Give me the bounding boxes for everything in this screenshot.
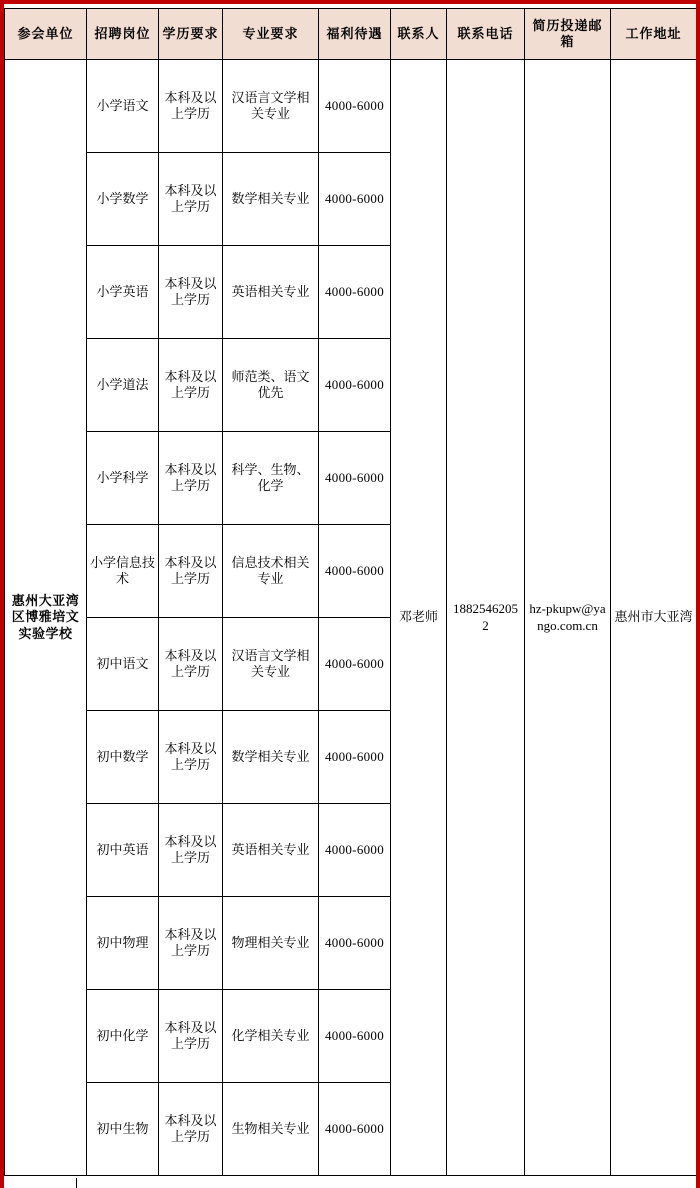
- cell-post: 初中数学: [87, 711, 159, 804]
- cell-education: 本科及以上学历: [159, 525, 223, 618]
- cell-major: 汉语言文学相关专业: [223, 618, 319, 711]
- cell-post: 初中物理: [87, 897, 159, 990]
- cell-salary: 4000-6000: [319, 1083, 391, 1176]
- cell-post: 小学数学: [87, 153, 159, 246]
- cell-salary: 4000-6000: [319, 618, 391, 711]
- cell-post: 小学道法: [87, 339, 159, 432]
- cell-salary: 4000-6000: [319, 153, 391, 246]
- cell-salary: 4000-6000: [319, 60, 391, 153]
- cell-contact: 邓老师: [391, 60, 447, 1176]
- cell-major: 数学相关专业: [223, 711, 319, 804]
- table-body: [5, 60, 697, 1176]
- cell-education: 本科及以上学历: [159, 339, 223, 432]
- column-header-phone: 联系电话: [447, 9, 525, 60]
- cell-education: 本科及以上学历: [159, 246, 223, 339]
- cell-education: 本科及以上学历: [159, 432, 223, 525]
- cell-salary: 4000-6000: [319, 525, 391, 618]
- cell-major: 科学、生物、化学: [223, 432, 319, 525]
- cell-education: 本科及以上学历: [159, 1083, 223, 1176]
- cell-salary: 4000-6000: [319, 339, 391, 432]
- cell-address: 惠州市大亚湾: [611, 60, 697, 1176]
- cell-post: 小学信息技术: [87, 525, 159, 618]
- page-bottom-tick: [76, 1178, 77, 1188]
- cell-major: 数学相关专业: [223, 153, 319, 246]
- page-top-red-rule: [0, 0, 700, 4]
- cell-major: 汉语言文学相关专业: [223, 60, 319, 153]
- cell-education: 本科及以上学历: [159, 897, 223, 990]
- cell-education: 本科及以上学历: [159, 618, 223, 711]
- cell-post: 初中语文: [87, 618, 159, 711]
- cell-education: 本科及以上学历: [159, 153, 223, 246]
- column-header-education: 学历要求: [159, 9, 223, 60]
- table-row: [5, 60, 697, 153]
- cell-salary: 4000-6000: [319, 804, 391, 897]
- cell-major: 信息技术相关专业: [223, 525, 319, 618]
- cell-unit: 惠州大亚湾区博雅培文实验学校: [5, 60, 87, 1176]
- page-left-red-rule: [0, 0, 4, 1188]
- column-header-major: 专业要求: [223, 9, 319, 60]
- cell-education: 本科及以上学历: [159, 711, 223, 804]
- cell-salary: 4000-6000: [319, 711, 391, 804]
- cell-post: 小学英语: [87, 246, 159, 339]
- cell-post: 初中化学: [87, 990, 159, 1083]
- cell-salary: 4000-6000: [319, 432, 391, 525]
- cell-post: 小学科学: [87, 432, 159, 525]
- cell-post: 初中生物: [87, 1083, 159, 1176]
- cell-major: 英语相关专业: [223, 246, 319, 339]
- cell-post: 初中英语: [87, 804, 159, 897]
- column-header-address: 工作地址: [611, 9, 697, 60]
- page-right-red-rule: [696, 0, 700, 1188]
- cell-education: 本科及以上学历: [159, 60, 223, 153]
- column-header-unit: 参会单位: [5, 9, 87, 60]
- cell-major: 师范类、语文优先: [223, 339, 319, 432]
- recruitment-table: [4, 8, 697, 1176]
- cell-email: hz-pkupw@yango.com.cn: [525, 60, 611, 1176]
- column-header-contact: 联系人: [391, 9, 447, 60]
- cell-education: 本科及以上学历: [159, 990, 223, 1083]
- cell-salary: 4000-6000: [319, 990, 391, 1083]
- cell-education: 本科及以上学历: [159, 804, 223, 897]
- column-header-email: 简历投递邮箱: [525, 9, 611, 60]
- table-header-row: [5, 9, 697, 60]
- column-header-post: 招聘岗位: [87, 9, 159, 60]
- table-header: [5, 9, 697, 60]
- cell-salary: 4000-6000: [319, 246, 391, 339]
- cell-major: 生物相关专业: [223, 1083, 319, 1176]
- cell-major: 英语相关专业: [223, 804, 319, 897]
- cell-major: 物理相关专业: [223, 897, 319, 990]
- cell-phone: 18825462052: [447, 60, 525, 1176]
- cell-salary: 4000-6000: [319, 897, 391, 990]
- cell-post: 小学语文: [87, 60, 159, 153]
- column-header-salary: 福利待遇: [319, 9, 391, 60]
- cell-major: 化学相关专业: [223, 990, 319, 1083]
